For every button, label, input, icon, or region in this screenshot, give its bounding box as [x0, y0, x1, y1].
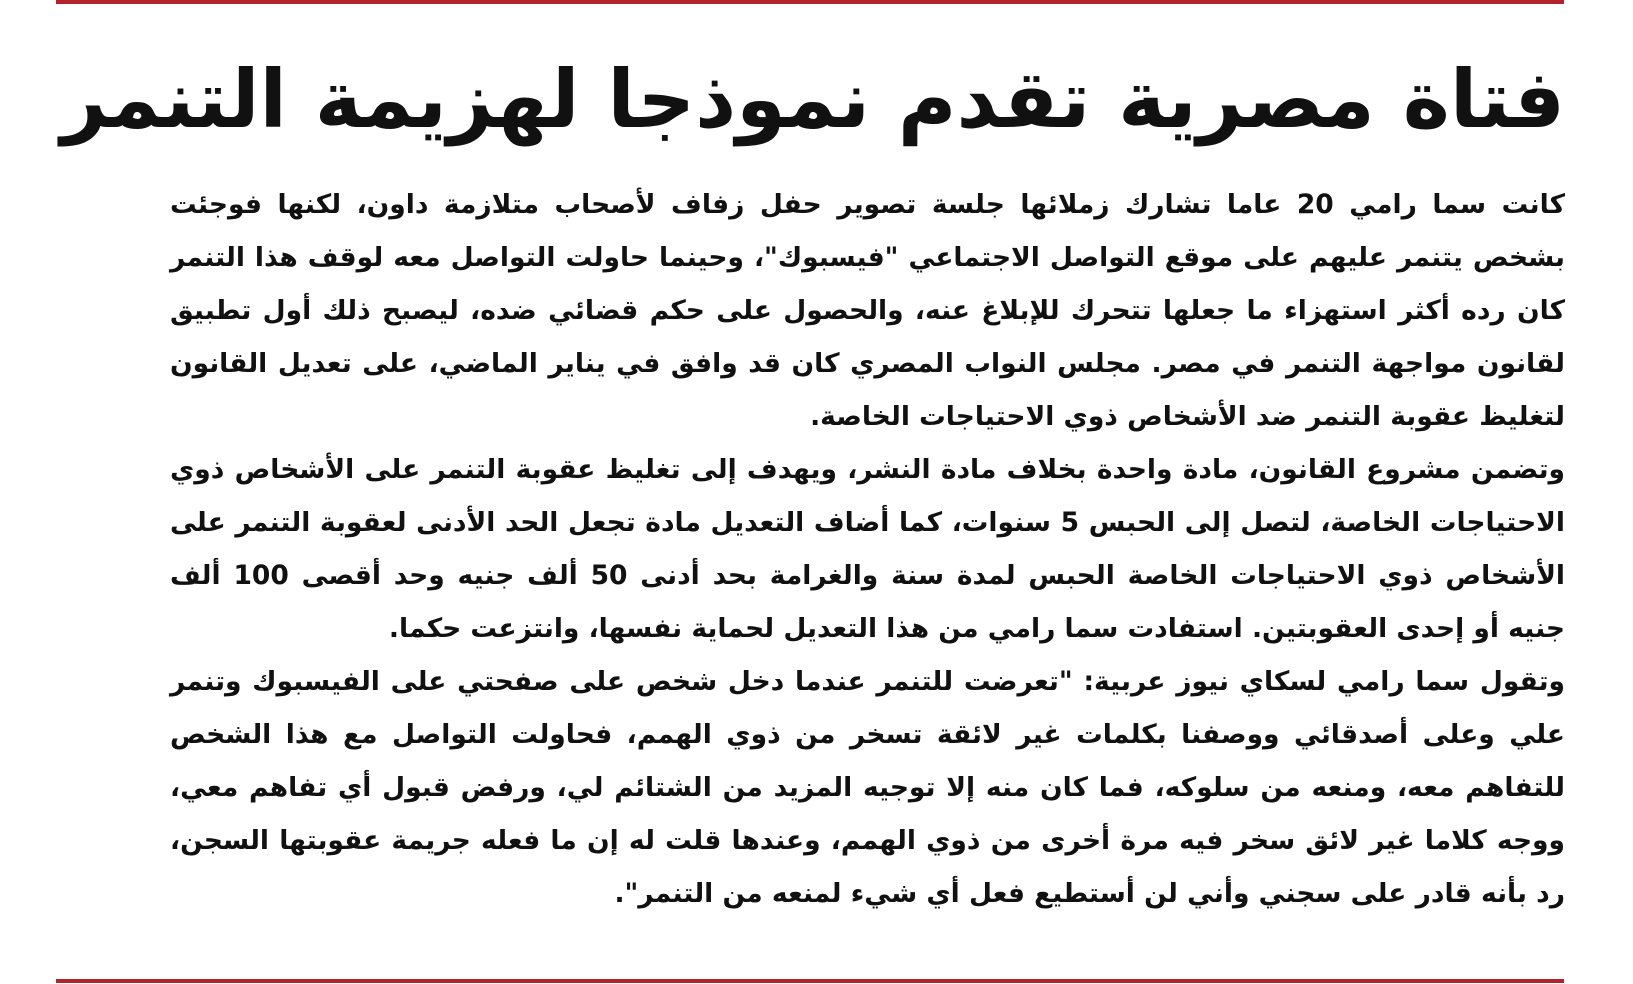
top-divider: [56, 0, 1564, 4]
news-article: [60, 40, 1566, 920]
bottom-divider: [56, 979, 1564, 983]
article-headline: فتاة مصرية تقدم نموذجا لهزيمة التنمر: [60, 53, 1565, 146]
article-paragraph: وتضمن مشروع القانون، مادة واحدة بخلاف مادة النشر، ويهدف إلى تغليظ عقوبة التنمر على الأشخاص ذوي الاحتياجات الخاصة، لتصل إلى الحبس 5 سنوات، كما أضاف التعديل مادة تجعل الحد الأدنى لعقوبة التنمر على الأشخاص ذوي الاحتياجات الخاصة الحبس لمدة سنة والغرامة بحد أدنى 50 ألف جنيه وحد أقصى 100 ألف جنيه أو إحدى العقوبتين. استفادت سما رامي من هذا التعديل لحماية نفسها، وانتزعت حكما.: [170, 454, 1566, 644]
article-paragraph: وتقول سما رامي لسكاي نيوز عربية: "تعرضت للتنمر عندما دخل شخص على صفحتي على الفيسبوك وتنمر علي وعلى أصدقائي ووصفنا بكلمات غير لائقة تسخر من ذوي الهمم، فحاولت التواصل مع هذا الشخص للتفاهم معه، ومنعه من سلوكه، فما كان منه إلا توجيه المزيد من الشتائم لي، ورفض قبول أي تفاهم معي، ووجه كلاما غير لائق سخر فيه مرة أخرى من ذوي الهمم، وعندها قلت له إن ما فعله جريمة عقوبتها السجن، رد بأنه قادر على سجني وأني لن أستطيع فعل أي شيء لمنعه من التنمر".: [170, 666, 1565, 909]
article-paragraph: كانت سما رامي 20 عاما تشارك زملائها جلسة تصوير حفل زفاف لأصحاب متلازمة داون، لكنها فوجئت بشخص يتنمر عليهم على موقع التواصل الاجتماعي "فيسبوك"، وحينما حاولت التواصل معه لوقف هذا التنمر كان رده أكثر استهزاء ما جعلها تتحرك للإبلاغ عنه، والحصول على حكم قضائي ضده، ليصبح ذلك أول تطبيق لقانون مواجهة التنمر في مصر. مجلس النواب المصري كان قد وافق في يناير الماضي، على تعديل القانون لتغليظ عقوبة التنمر ضد الأشخاص ذوي الاحتياجات الخاصة.: [170, 189, 1565, 432]
article-body: [170, 178, 1565, 920]
